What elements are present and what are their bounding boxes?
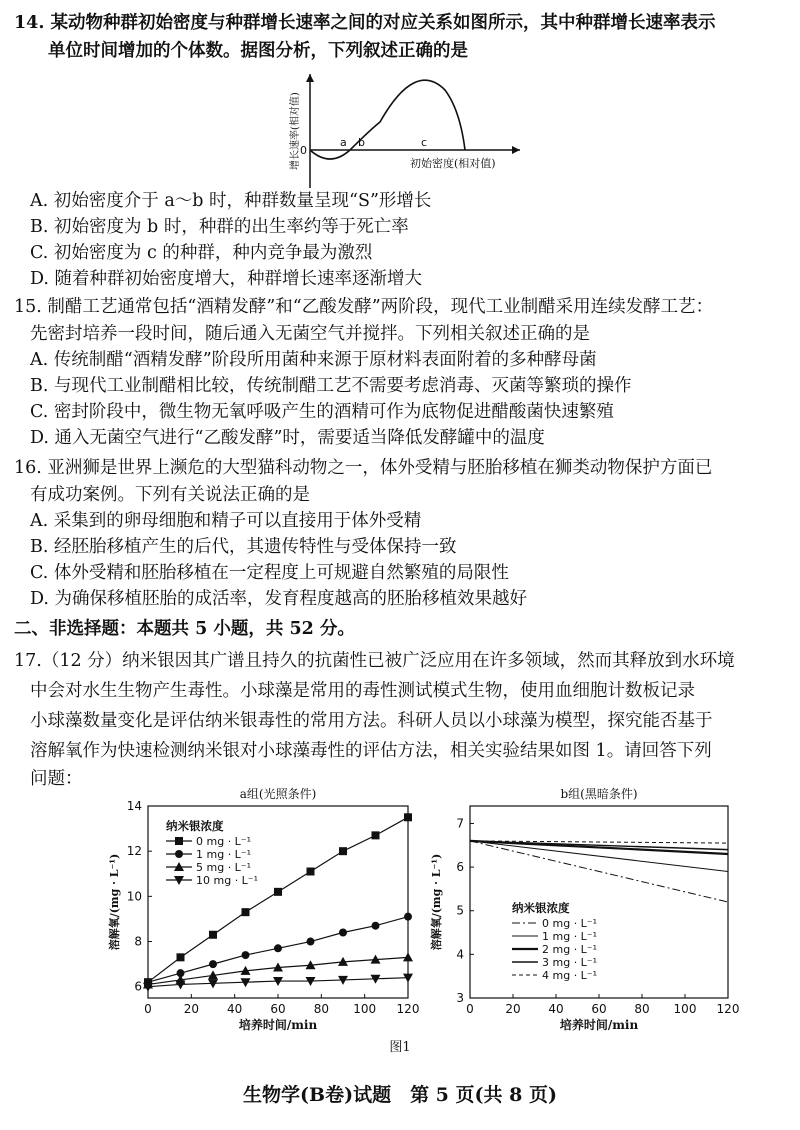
chart-b-x-tick-label: 40	[548, 1002, 564, 1016]
chart-a-data-point	[307, 938, 315, 946]
chart-b-x-tick-label: 120	[716, 1002, 740, 1016]
chart-a-y-tick-label: 14	[126, 799, 142, 813]
chart-a-x-axis-label: 培养时间/min	[238, 1018, 318, 1032]
chart-a-data-point	[274, 944, 282, 952]
q16-option-a: A. 采集到的卵母细胞和精子可以直接用于体外受精	[30, 511, 422, 531]
point-c: c	[421, 136, 428, 149]
chart-a-data-point	[307, 868, 315, 876]
chart-b-y-tick-label: 7	[456, 816, 464, 831]
q17-line2: 中会对水生生物产生毒性。小球藻是常用的毒性测试模式生物，使用血细胞计数板记录	[30, 681, 695, 701]
chart-a-x-tick-label: 80	[313, 1002, 329, 1016]
chart-a-x-tick-label: 120	[396, 1002, 420, 1016]
q15-option-b: B. 与现代工业制醋相比较，传统制醋工艺不需要考虑消毒、灭菌等繁琐的操作	[30, 376, 632, 396]
chart-a-data-point	[372, 922, 380, 930]
q14-y-axis-label: 增长速率(相对值)	[290, 92, 301, 170]
chart-b-x-tick-label: 100	[673, 1002, 697, 1016]
chart-b-y-tick-label: 6	[456, 860, 464, 875]
q14-x-axis-label: 初始密度(相对值)	[410, 157, 496, 170]
q15-option-d: D. 通入无菌空气进行“乙酸发酵”时，需要适当降低发酵罐中的温度	[30, 428, 545, 448]
chart-b-series-line-0	[470, 841, 728, 902]
chart-b-x-tick-label: 80	[634, 1002, 650, 1016]
q17-line5: 问题：	[30, 769, 83, 789]
chart-a-x-tick-label: 0	[144, 1002, 152, 1016]
chart-a-y-tick-label: 10	[126, 889, 142, 904]
chart-b-legend-title: 纳米银浓度	[512, 901, 570, 915]
chart-a-title: a组(光照条件)	[239, 787, 317, 801]
chart-a-data-point	[177, 953, 185, 961]
point-b: b	[358, 136, 365, 149]
chart-a-light	[90, 786, 420, 1036]
chart-a-y-tick-label: 8	[134, 934, 142, 949]
q14-option-c: C. 初始密度为 c 的种群，种内竞争最为激烈	[30, 243, 373, 263]
chart-a-data-point	[404, 813, 412, 821]
chart-b-plot-frame	[470, 806, 728, 998]
chart-b-x-tick-label: 0	[466, 1002, 474, 1016]
chart-a-x-tick-label: 40	[227, 1002, 243, 1016]
chart-b-title: b组(黑暗条件)	[560, 787, 638, 801]
chart-a-data-point	[209, 960, 217, 968]
q14-option-b: B. 初始密度为 b 时，种群的出生率约等于死亡率	[30, 217, 409, 237]
chart-a-data-point	[372, 831, 380, 839]
q14-origin-label: 0	[300, 144, 307, 157]
chart-a-data-point	[209, 931, 217, 939]
chart-b-y-axis-label: 溶解氧/(mg · L⁻¹)	[430, 853, 443, 951]
chart-b-legend-label: 3 mg · L⁻¹	[542, 956, 598, 969]
q14-option-d: D. 随着种群初始密度增大，种群增长速率逐渐增大	[30, 269, 423, 289]
point-a: a	[340, 136, 347, 149]
chart-a-series-line-0	[148, 817, 408, 982]
chart-a-y-tick-label: 6	[134, 979, 142, 994]
chart-a-data-point	[403, 952, 413, 961]
chart-b-y-tick-label: 5	[456, 903, 464, 918]
chart-a-x-tick-label: 100	[353, 1002, 377, 1016]
q16-option-c: C. 体外受精和胚胎移植在一定程度上可规避自然繁殖的局限性	[30, 563, 509, 583]
q16-stem-line2: 有成功案例。下列有关说法正确的是	[30, 485, 310, 505]
figure-caption: 图1	[389, 1040, 411, 1055]
q17-line1: 17.（12 分）纳米银因其广谱且持久的抗菌性已被广泛应用在许多领域，然而其释放到水环境	[14, 651, 735, 671]
chart-a-y-axis-label: 溶解氧/(mg · L⁻¹)	[108, 853, 121, 951]
chart-a-x-tick-label: 60	[270, 1002, 286, 1016]
q14-stem-line1: 14. 某动物种群初始密度与种群增长速率之间的对应关系如图所示，其中种群增长速率表示	[14, 13, 716, 33]
chart-a-legend-label: 5 mg · L⁻¹	[196, 861, 252, 874]
chart-b-x-tick-label: 60	[591, 1002, 607, 1016]
chart-b-legend-label: 0 mg · L⁻¹	[542, 917, 598, 930]
chart-a-legend-label: 1 mg · L⁻¹	[196, 848, 252, 861]
chart-a-x-tick-label: 20	[183, 1002, 199, 1016]
chart-b-legend-label: 4 mg · L⁻¹	[542, 969, 598, 982]
q16-option-b: B. 经胚胎移植产生的后代，其遗传特性与受体保持一致	[30, 537, 457, 557]
q16-option-d: D. 为确保移植胚胎的成活率，发育程度越高的胚胎移植效果越好	[30, 589, 528, 609]
q14-stem-line2: 单位时间增加的个体数。据图分析，下列叙述正确的是	[48, 41, 468, 61]
chart-a-legend-label: 10 mg · L⁻¹	[196, 874, 259, 887]
chart-a-legend-marker	[175, 837, 183, 845]
section-heading: 二、非选择题：本题共 5 小题，共 52 分。	[14, 619, 355, 639]
chart-b-legend-label: 2 mg · L⁻¹	[542, 943, 598, 956]
chart-a-legend-title: 纳米银浓度	[166, 819, 224, 833]
chart-b-x-axis-label: 培养时间/min	[559, 1018, 639, 1032]
chart-a-data-point	[404, 913, 412, 921]
q15-stem-line2: 先密封培养一段时间，随后通入无菌空气并搅拌。下列相关叙述正确的是	[30, 324, 590, 344]
q14-option-a: A. 初始密度介于 a～b 时，种群数量呈现“S”形增长	[30, 191, 432, 211]
chart-a-legend-label: 0 mg · L⁻¹	[196, 835, 252, 848]
q17-line3: 小球藻数量变化是评估纳米银毒性的常用方法。科研人员以小球藻为模型，探究能否基于	[30, 711, 713, 731]
chart-a-legend-marker	[175, 850, 183, 858]
q15-option-a: A. 传统制醋“酒精发酵”阶段所用菌种来源于原材料表面附着的多种酵母菌	[30, 350, 597, 370]
chart-a-data-point	[339, 928, 347, 936]
chart-a-data-point	[242, 908, 250, 916]
chart-a-y-tick-label: 12	[126, 844, 142, 859]
q17-line4: 溶解氧作为快速检测纳米银对小球藻毒性的评估方法，相关实验结果如图 1。请回答下列	[30, 741, 712, 761]
chart-b-dark	[420, 786, 750, 1036]
chart-a-data-point	[274, 888, 282, 896]
chart-b-y-tick-label: 4	[456, 947, 464, 962]
growth-rate-curve	[310, 80, 465, 159]
chart-b-y-tick-label: 3	[456, 991, 464, 1005]
q15-option-c: C. 密封阶段中，微生物无氧呼吸产生的酒精可作为底物促进醋酸菌快速繁殖	[30, 402, 614, 422]
q15-stem-line1: 15. 制醋工艺通常包括“酒精发酵”和“乙酸发酵”两阶段，现代工业制醋采用连续发酵工艺：	[14, 297, 714, 317]
chart-a-data-point	[242, 951, 250, 959]
chart-a-data-point	[339, 847, 347, 855]
chart-b-legend-label: 1 mg · L⁻¹	[542, 930, 598, 943]
q16-stem-line1: 16. 亚洲狮是世界上濒危的大型猫科动物之一，体外受精与胚胎移植在狮类动物保护方面已	[14, 458, 713, 478]
chart-b-x-tick-label: 20	[505, 1002, 521, 1016]
q14-figure	[270, 70, 540, 190]
page-footer: 生物学(B卷)试题 第 5 页(共 8 页)	[243, 1084, 557, 1106]
